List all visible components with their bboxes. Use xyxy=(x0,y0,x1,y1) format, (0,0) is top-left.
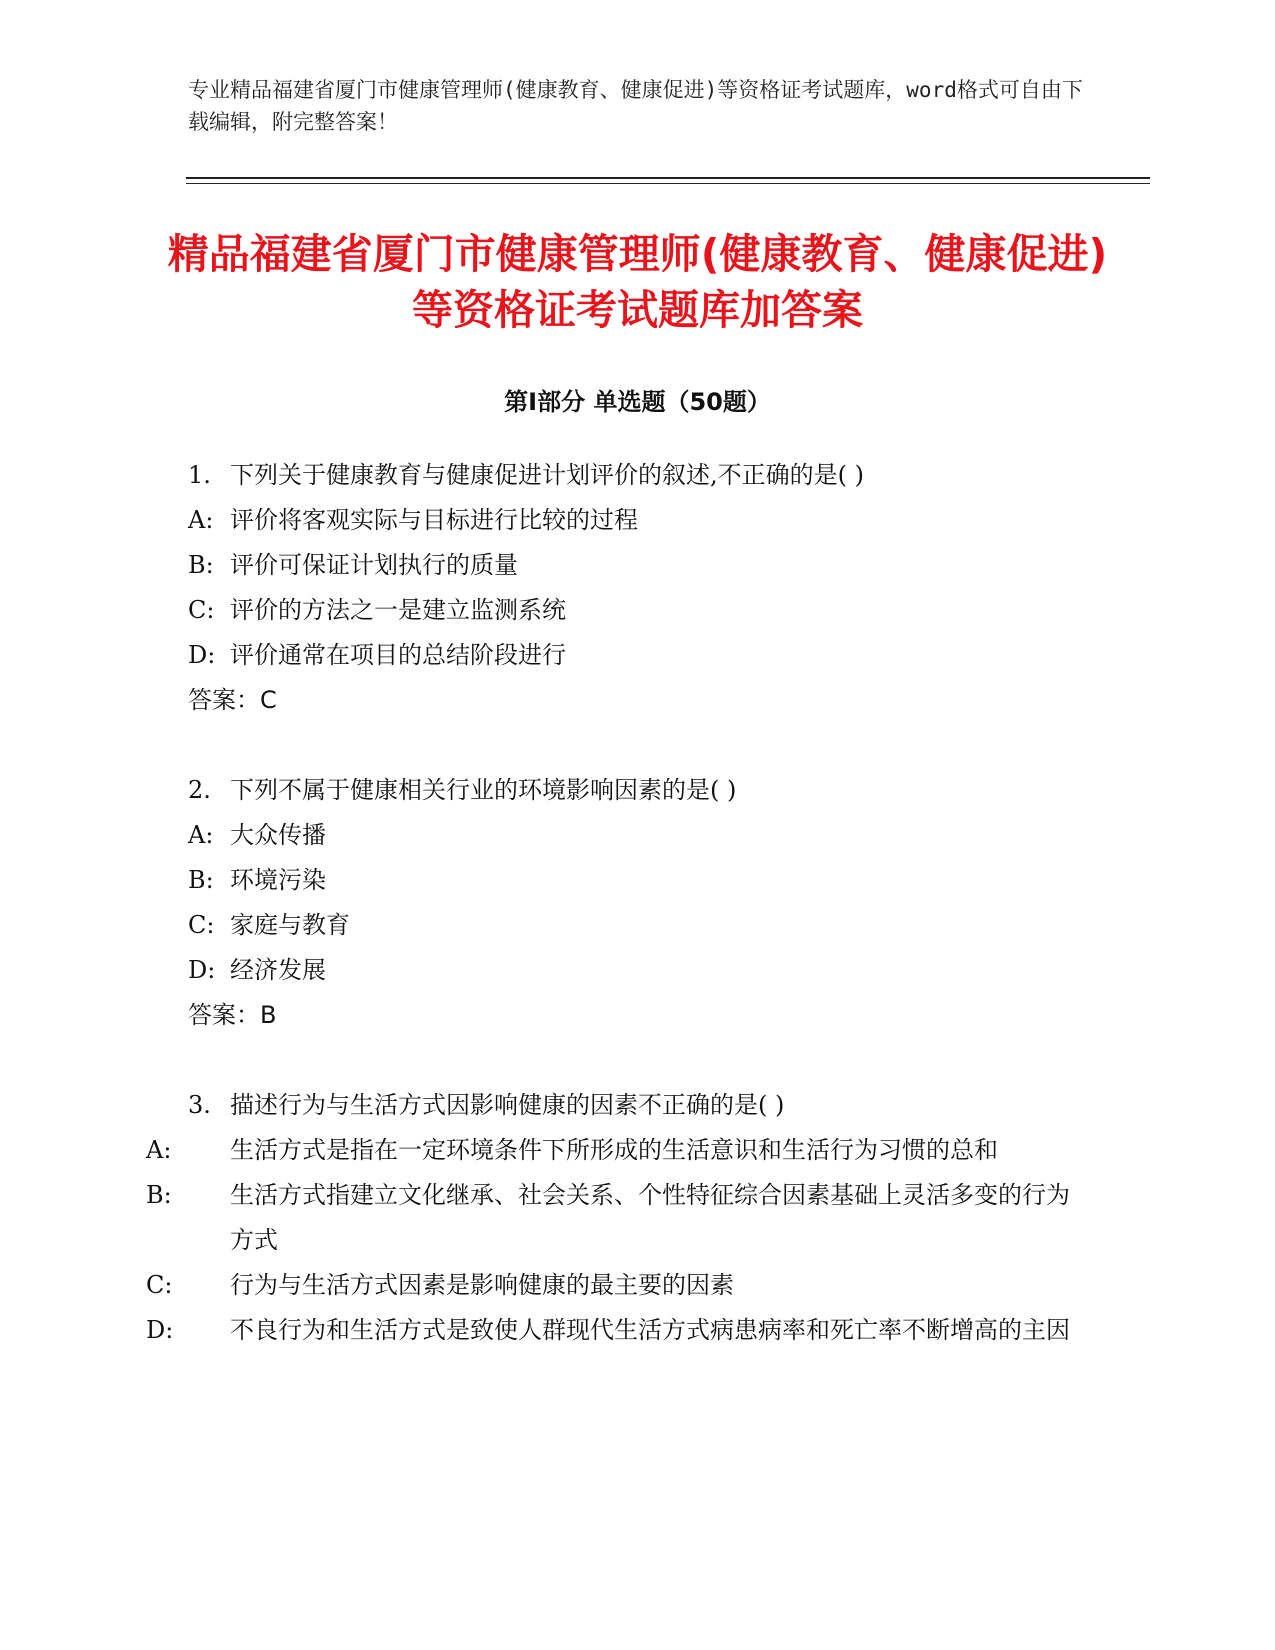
option-key: C: xyxy=(188,911,215,939)
question-text: 描述行为与生活方式因影响健康的因素不正确的是( ) xyxy=(230,1091,785,1119)
option-text: 评价可保证计划执行的质量 xyxy=(230,551,518,579)
option-text: 环境污染 xyxy=(230,866,326,894)
option-key: C: xyxy=(146,1271,173,1299)
question-1 xyxy=(188,453,1078,723)
option-text: 生活方式指建立文化继承、社会关系、个性特征综合因素基础上灵活多变的行为方式 xyxy=(230,1181,1070,1254)
option-c xyxy=(188,588,1078,633)
option-b xyxy=(188,543,1078,588)
answer: 答案：B xyxy=(188,1001,277,1029)
option-key: B: xyxy=(146,1181,172,1209)
option-b xyxy=(146,1173,1078,1263)
option-key: B: xyxy=(188,551,214,579)
option-key: D: xyxy=(188,956,216,984)
header-note: 专业精品福建省厦门市健康管理师(健康教育、健康促进)等资格证考试题库，word格式可自由下载编辑，附完整答案！ xyxy=(188,78,1083,134)
option-text: 大众传播 xyxy=(230,821,326,849)
option-key: A: xyxy=(188,821,214,849)
question-number: 3. xyxy=(188,1091,211,1119)
option-text: 行为与生活方式因素是影响健康的最主要的因素 xyxy=(230,1271,734,1299)
question-stem xyxy=(188,768,1078,813)
option-text: 评价将客观实际与目标进行比较的过程 xyxy=(230,506,638,534)
option-a xyxy=(188,813,1078,858)
question-number: 2. xyxy=(188,776,211,804)
option-d xyxy=(188,948,1078,993)
option-b xyxy=(188,858,1078,903)
question-3 xyxy=(146,1083,1078,1353)
option-a xyxy=(146,1128,1078,1173)
option-text: 生活方式是指在一定环境条件下所形成的生活意识和生活行为习惯的总和 xyxy=(230,1136,998,1164)
option-a xyxy=(188,498,1078,543)
answer: 答案：C xyxy=(188,686,277,714)
option-c xyxy=(188,903,1078,948)
option-key: D: xyxy=(146,1316,174,1344)
option-key: A: xyxy=(146,1136,172,1164)
document-title: 精品福建省厦门市健康管理师(健康教育、健康促进)等资格证考试题库加答案 xyxy=(167,230,1108,334)
question-stem xyxy=(188,453,1078,498)
question-number: 1. xyxy=(188,461,211,489)
question-text: 下列不属于健康相关行业的环境影响因素的是( ) xyxy=(230,776,737,804)
option-key: C: xyxy=(188,596,215,624)
option-key: B: xyxy=(188,866,214,894)
option-text: 家庭与教育 xyxy=(230,911,350,939)
option-d xyxy=(146,1308,1078,1353)
option-key: D: xyxy=(188,641,216,669)
option-text: 不良行为和生活方式是致使人群现代生活方式病患病率和死亡率不断增高的主因 xyxy=(230,1316,1070,1344)
section-title: 第Ⅰ部分 单选题（50题） xyxy=(504,388,771,416)
option-c xyxy=(146,1263,1078,1308)
option-text: 经济发展 xyxy=(230,956,326,984)
option-text: 评价的方法之一是建立监测系统 xyxy=(230,596,566,624)
option-text: 评价通常在项目的总结阶段进行 xyxy=(230,641,566,669)
question-2 xyxy=(188,768,1078,1038)
question-stem xyxy=(188,1083,1078,1128)
header-divider-thick xyxy=(186,177,1150,179)
option-d xyxy=(188,633,1078,678)
question-text: 下列关于健康教育与健康促进计划评价的叙述,不正确的是( ) xyxy=(230,461,864,489)
option-key: A: xyxy=(188,506,214,534)
header-divider-thin xyxy=(186,183,1150,184)
